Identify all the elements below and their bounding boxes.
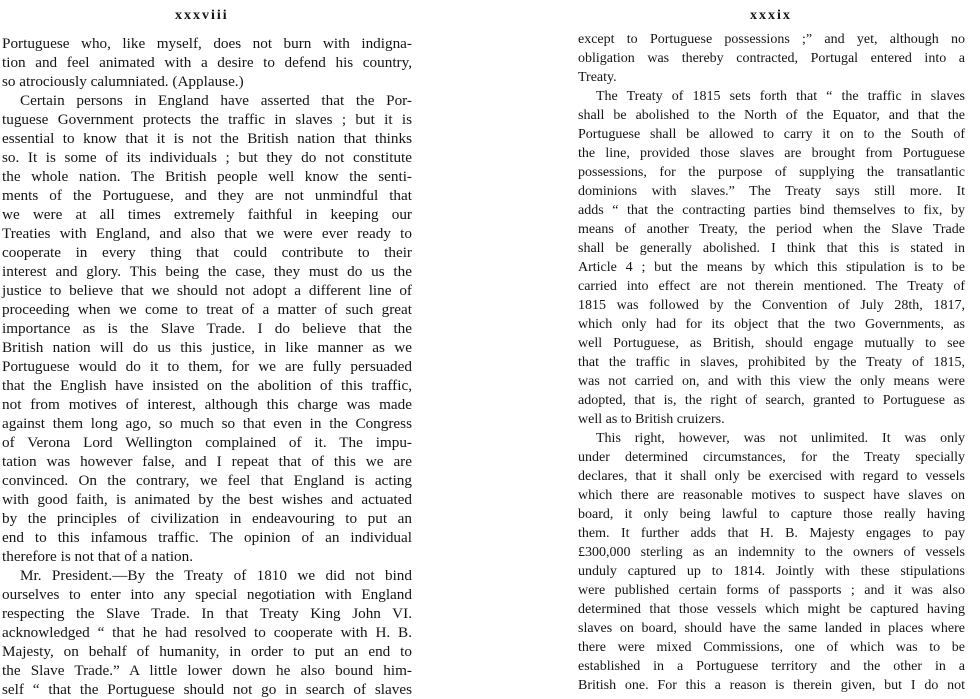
text-line: so. It is some of its individuals ; but they do not constitute (2, 149, 412, 166)
text-line: respecting the Slave Trade. In that Treaty King John VI. (2, 605, 412, 622)
text-line: end to this infamous traffic. The opinion of an individual (2, 529, 412, 546)
text-line: British one. For this a reason is therein given, but I do not (578, 678, 965, 693)
text-line: the whole nation. The British people well know the senti- (2, 168, 412, 185)
text-line: Portuguese who, like myself, does not burn with indigna- (2, 35, 412, 52)
text-line: interest and glory. This being the case, they must do us the (2, 263, 412, 280)
text-line: justice to believe that we should not adopt a different line of (2, 282, 412, 299)
text-line: Mr. President.—By the Treaty of 1810 we did not bind (20, 567, 412, 584)
text-line: the line, provided those slaves are brought from Portuguese (578, 146, 965, 161)
text-line: Treaty. (578, 70, 617, 85)
text-line: unduly captured up to 1814. Jointly with these stipulations (578, 564, 965, 579)
text-line: tuguese Government protects the traffic in slaves ; but it is (2, 111, 412, 128)
text-line: essential to know that it is not the British nation that thinks (2, 130, 412, 147)
text-line: ments of the Portuguese, and they are not unmindful that (2, 187, 412, 204)
text-line: British nation will do us this justice, in like manner as we (2, 339, 412, 356)
text-line: adds “ that the contracting parties bind themselves to fix, by (578, 203, 965, 218)
text-line: well Portuguese, as British, should engage mutually to see (578, 336, 965, 351)
left-page-text (2, 34, 412, 699)
text-line: £300,000 sterling as an indemnity to the owners of vessels (578, 545, 965, 560)
text-line: acknowledged “ that he had resolved to cooperate with H. B. (2, 624, 412, 641)
text-line: possessions, for the purpose of supplying the transatlantic (578, 165, 965, 180)
text-line: Certain persons in England have asserted that the Por- (20, 92, 412, 109)
text-line: well as to British cruizers. (578, 412, 725, 427)
text-line: the Slave Trade.” A little lower down he also bound him- (2, 662, 412, 679)
text-line: shall be abolished to the North of the Equator, and that the (578, 108, 965, 123)
text-line: tation was however false, and I repeat that of this we are (2, 453, 412, 470)
text-line: obligation was thereby contracted, Portugal entered into a (578, 51, 965, 66)
text-line: therefore is not that of a nation. (2, 548, 194, 565)
text-line: except to Portuguese possessions ;” and yet, although no (578, 32, 965, 47)
text-line: cooperate in every thing that could contribute to their (2, 244, 412, 261)
text-line: shall be generally abolished. I think that this is stated in (578, 241, 965, 256)
text-line: 1815 was followed by the Convention of July 28th, 1817, (578, 298, 965, 313)
text-line: determined that those vessels which might be captured having (578, 602, 965, 617)
text-line: them. It further adds that H. B. Majesty engages to pay (578, 526, 965, 541)
text-line: importance as is the Slave Trade. I do believe that the (2, 320, 412, 337)
text-line: of Verona Lord Wellington complained of it. The impu- (2, 434, 412, 451)
text-line: This right, however, was not unlimited. It was only (596, 431, 965, 446)
text-line: The Treaty of 1815 sets forth that “ the traffic in slaves (596, 89, 965, 104)
text-line: against them long ago, so much so that even in the Congress (2, 415, 412, 432)
text-line: which only had for its object that the two Governments, as (578, 317, 965, 332)
text-line: we were at all times extremely faithful in keeping our (2, 206, 412, 223)
text-line: Treaties with England, and also that we were ever ready to (2, 225, 412, 242)
text-line: proceeding when we come to treat of a matter of such great (2, 301, 412, 318)
left-page (0, 0, 490, 698)
text-line: tion and feel animated with a desire to defend his country, (2, 54, 412, 71)
text-line: ourselves to enter into any special negotiation with England (2, 586, 412, 603)
text-line: adopted, that is, the right of search, granted to Portuguese as (578, 393, 965, 408)
text-line: which there are reasonable motives to suspect have slaves on (578, 488, 965, 503)
text-line: Portuguese shall be allowed to carry it on to the South of (578, 127, 965, 142)
right-page (490, 0, 980, 693)
text-line: dominions with slaves.” The Treaty says still more. It (578, 184, 965, 199)
text-line: Article 4 ; but the means by which this stipulation is to be (578, 260, 965, 275)
text-line: convinced. On the contrary, we feel that England is acting (2, 472, 412, 489)
text-line: so atrociously calumniated. (Applause.) (2, 73, 244, 90)
text-line: means of another Treaty, the period when the Slave Trade (578, 222, 965, 237)
text-line: slaves on board, should have the same landed in places where (578, 621, 965, 636)
right-page-number: xxxix (750, 8, 792, 23)
text-line: under determined circumstances, for the Treaty specially (578, 450, 965, 465)
text-line: self “ that the Portuguese should not go in search of slaves (2, 681, 412, 698)
text-line: carried into effect are not therein mentioned. The Treaty of (578, 279, 965, 294)
text-line: were published certain forms of passports ; and it was also (578, 583, 965, 598)
text-line: there were mixed Commissions, one of which was to be (578, 640, 965, 655)
left-page-number: xxxviii (175, 8, 229, 23)
right-page-text (578, 30, 965, 695)
text-line: Portuguese would do it to them, for we are fully persuaded (2, 358, 412, 375)
text-line: not from motives of interest, although this charge was made (2, 396, 412, 413)
text-line: that the traffic in slaves, prohibited by the Treaty of 1815, (578, 355, 965, 370)
text-line: established in a Portuguese territory and the other in a (578, 659, 965, 674)
text-line: was not carried on, and with this view the only means were (578, 374, 965, 389)
text-line: with good faith, is animated by the best wishes and actuated (2, 491, 412, 508)
text-line: that the English have insisted on the abolition of this traffic, (2, 377, 412, 394)
text-line: Majesty, on behalf of humanity, in order to put an end to (2, 643, 412, 660)
text-line: declares, that it shall only be exercised with regard to vessels (578, 469, 965, 484)
text-line: board, it only being lawful to capture those really having (578, 507, 965, 522)
text-line: by the principles of civilization in endeavouring to put an (2, 510, 412, 527)
